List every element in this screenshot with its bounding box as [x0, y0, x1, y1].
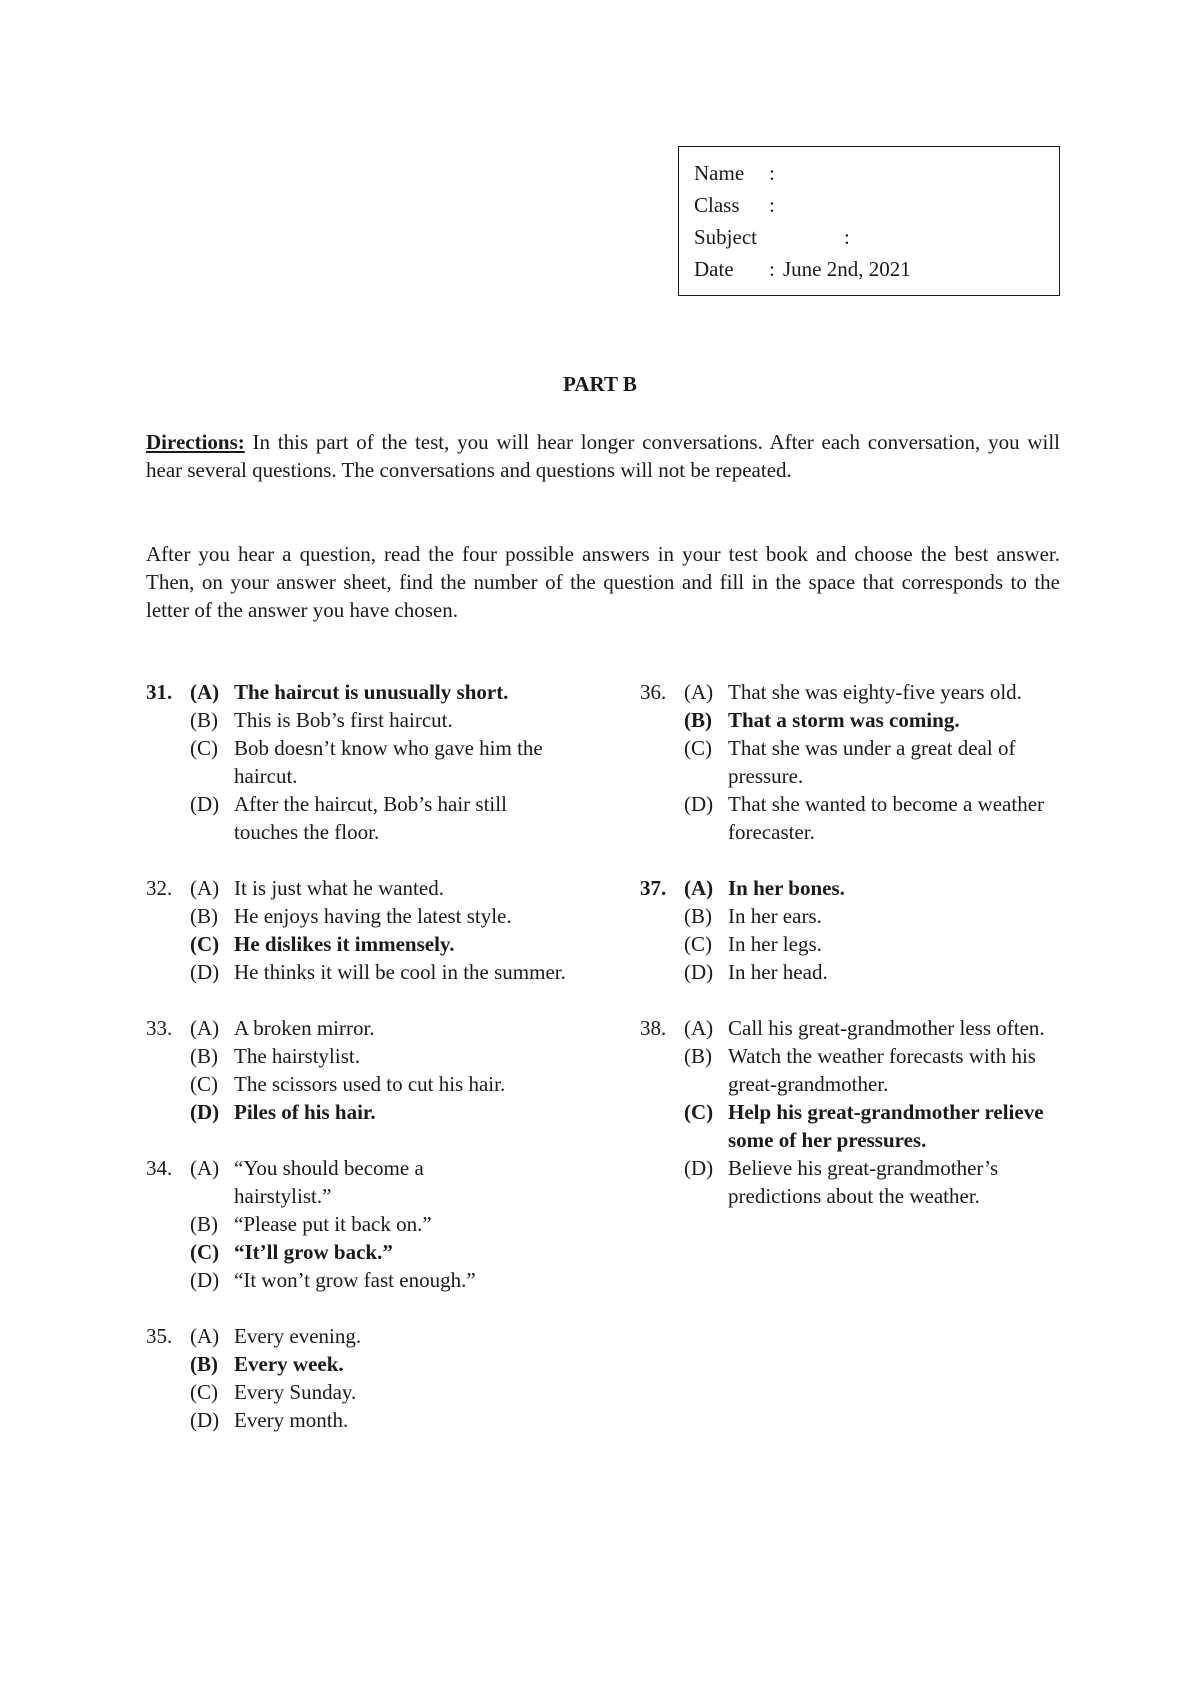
part-title: PART B — [563, 372, 637, 396]
question-38 — [640, 1014, 1070, 1210]
question-number: 32. — [146, 876, 173, 900]
option-row — [640, 1098, 1070, 1154]
option-text: That she wanted to become a weather forecaster. — [728, 792, 1045, 844]
student-info-box — [678, 146, 1060, 296]
option-letter: (B) — [190, 904, 218, 928]
option-row — [146, 958, 576, 986]
name-colon: : — [769, 161, 775, 185]
option-text: He enjoys having the latest style. — [234, 904, 512, 928]
option-letter: (C) — [190, 932, 220, 956]
option-row — [146, 706, 576, 734]
question-34 — [146, 1154, 576, 1294]
option-text: The scissors used to cut his hair. — [234, 1072, 506, 1096]
option-text: “Please put it back on.” — [234, 1212, 432, 1236]
class-row — [694, 189, 1059, 221]
option-text: “It won’t grow fast enough.” — [234, 1268, 476, 1292]
option-letter: (A) — [684, 876, 714, 900]
option-letter: (B) — [190, 1212, 218, 1236]
question-number: 37. — [640, 876, 667, 900]
option-letter: (D) — [684, 1156, 714, 1180]
option-text: He dislikes it immensely. — [234, 932, 455, 956]
option-row — [146, 1098, 576, 1126]
option-row — [640, 1042, 1070, 1098]
option-text: The haircut is unusually short. — [234, 680, 509, 704]
option-text: In her head. — [728, 960, 828, 984]
option-row — [146, 1210, 576, 1238]
date-label: Date — [694, 257, 734, 281]
directions-text: In this part of the test, you will hear longer conversations. After each conversation, you will hear several questions. The conversations and questions will not be repeated. — [146, 430, 1060, 482]
directions-paragraph — [146, 428, 1060, 484]
option-row — [640, 706, 1070, 734]
option-letter: (A) — [190, 680, 220, 704]
option-letter: (C) — [190, 736, 218, 760]
option-row — [640, 902, 1070, 930]
option-row — [146, 1238, 576, 1266]
option-letter: (B) — [684, 1044, 712, 1068]
option-text: Help his great-grandmother relieve some of her pressures. — [728, 1100, 1044, 1152]
date-row — [694, 253, 1059, 285]
option-letter: (C) — [190, 1072, 218, 1096]
option-text: He thinks it will be cool in the summer. — [234, 960, 566, 984]
option-text: Believe his great-grandmother’s predictions about the weather. — [728, 1156, 999, 1208]
option-row — [640, 790, 1070, 846]
option-letter: (C) — [190, 1240, 220, 1264]
option-row — [146, 874, 576, 902]
option-row — [640, 678, 1070, 706]
question-number: 33. — [146, 1016, 173, 1040]
name-label: Name — [694, 161, 745, 185]
option-letter: (A) — [190, 1156, 220, 1180]
option-row — [146, 678, 576, 706]
option-letter: (A) — [190, 1324, 220, 1348]
option-row — [146, 1322, 576, 1350]
option-text: In her bones. — [728, 876, 845, 900]
class-colon: : — [769, 193, 775, 217]
option-row — [146, 1154, 576, 1210]
option-letter: (D) — [190, 792, 220, 816]
option-row — [146, 1266, 576, 1294]
question-number: 36. — [640, 680, 667, 704]
option-text: That she was eighty-five years old. — [728, 680, 1022, 704]
option-letter: (D) — [684, 960, 714, 984]
option-row — [146, 1070, 576, 1098]
subject-colon: : — [844, 225, 850, 249]
option-text: Every evening. — [234, 1324, 362, 1348]
option-row — [640, 734, 1070, 790]
option-text: The hairstylist. — [234, 1044, 360, 1068]
option-text: After the haircut, Bob’s hair still touches the floor. — [234, 792, 507, 844]
option-row — [640, 1014, 1070, 1042]
question-number: 38. — [640, 1016, 667, 1040]
date-colon: : — [769, 257, 775, 281]
question-number: 34. — [146, 1156, 173, 1180]
option-row — [146, 902, 576, 930]
option-row — [640, 1154, 1070, 1210]
question-31 — [146, 678, 576, 846]
option-text: “You should become a hairstylist.” — [234, 1156, 424, 1208]
option-row — [146, 1014, 576, 1042]
option-text: Every week. — [234, 1352, 344, 1376]
question-number: 31. — [146, 680, 173, 704]
option-letter: (A) — [190, 876, 220, 900]
option-letter: (C) — [684, 736, 712, 760]
option-letter: (D) — [190, 1100, 220, 1124]
option-text: “It’ll grow back.” — [234, 1240, 393, 1264]
option-letter: (B) — [684, 708, 712, 732]
option-row — [146, 930, 576, 958]
option-text: Watch the weather forecasts with his great-grandmother. — [728, 1044, 1036, 1096]
option-letter: (C) — [684, 1100, 714, 1124]
option-text: That she was under a great deal of pressure. — [728, 736, 1016, 788]
option-text: Piles of his hair. — [234, 1100, 376, 1124]
option-row — [146, 1406, 576, 1434]
option-row — [146, 734, 576, 790]
question-36 — [640, 678, 1070, 846]
question-number: 35. — [146, 1324, 173, 1348]
name-row — [694, 157, 1059, 189]
option-letter: (B) — [684, 904, 712, 928]
option-row — [146, 1378, 576, 1406]
question-33 — [146, 1014, 576, 1126]
option-row — [146, 1042, 576, 1070]
option-text: In her ears. — [728, 904, 822, 928]
class-label: Class — [694, 193, 740, 217]
option-text: Bob doesn’t know who gave him the haircut. — [234, 736, 543, 788]
option-letter: (D) — [190, 1408, 220, 1432]
option-text: That a storm was coming. — [728, 708, 960, 732]
option-row — [146, 790, 576, 846]
option-text: Call his great-grandmother less often. — [728, 1016, 1045, 1040]
option-text: Every Sunday. — [234, 1380, 357, 1404]
option-letter: (C) — [190, 1380, 218, 1404]
questions-right-column — [640, 678, 1070, 1238]
option-text: It is just what he wanted. — [234, 876, 444, 900]
option-text: A broken mirror. — [234, 1016, 375, 1040]
option-text: Every month. — [234, 1408, 349, 1432]
option-letter: (D) — [190, 960, 220, 984]
question-32 — [146, 874, 576, 986]
option-text: This is Bob’s first haircut. — [234, 708, 453, 732]
option-text: In her legs. — [728, 932, 822, 956]
option-letter: (A) — [684, 680, 714, 704]
option-letter: (D) — [684, 792, 714, 816]
option-letter: (D) — [190, 1268, 220, 1292]
question-35 — [146, 1322, 576, 1434]
option-letter: (B) — [190, 1044, 218, 1068]
option-row — [146, 1350, 576, 1378]
questions-left-column — [146, 678, 576, 1462]
question-37 — [640, 874, 1070, 986]
option-letter: (A) — [190, 1016, 220, 1040]
option-letter: (B) — [190, 1352, 218, 1376]
date-value: June 2nd, 2021 — [783, 257, 911, 281]
option-letter: (C) — [684, 932, 712, 956]
subject-label: Subject — [694, 225, 757, 249]
option-letter: (B) — [190, 708, 218, 732]
directions-paragraph-2: After you hear a question, read the four possible answers in your test book and choose the best answer. Then, on your answer sheet, find the number of the question and fill in the space that corresponds to the letter of the answer you have chosen. — [146, 542, 1060, 622]
option-row — [640, 930, 1070, 958]
directions-label: Directions: — [146, 430, 245, 454]
option-row — [640, 874, 1070, 902]
option-letter: (A) — [684, 1016, 714, 1040]
option-row — [640, 958, 1070, 986]
subject-row — [694, 221, 1059, 253]
